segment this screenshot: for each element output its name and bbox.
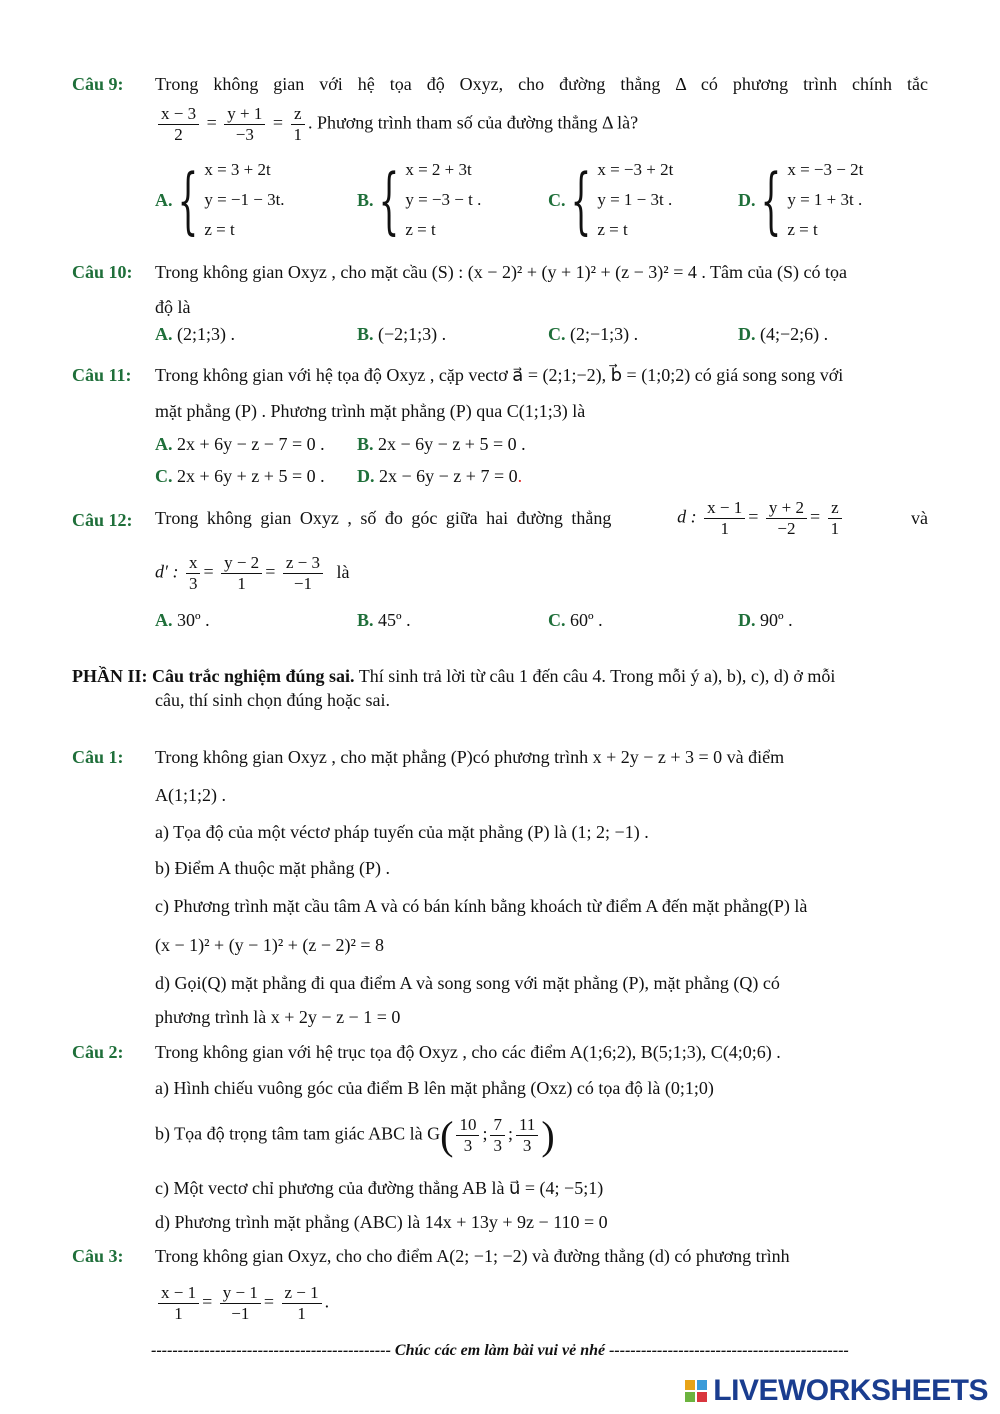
p2-statement-d[interactable]: d) Phương trình mặt phẳng (ABC) là 14x + 13y + 9z − 110 = 0 bbox=[155, 1212, 608, 1232]
p2-statement-a[interactable]: a) Hình chiếu vuông góc của điểm B lên mặt phẳng (Oxz) có tọa độ là (0;1;0) bbox=[155, 1078, 714, 1098]
q11-option-d[interactable]: D. 2x − 6y − z + 7 = 0. bbox=[357, 466, 523, 486]
q10-label: Câu 10: bbox=[72, 262, 133, 282]
q12-line-dprime: d′ : $\frac{x}{3}$ = $\frac{y - 2}{1}$ = $\frac{z - 3}{-1}$ là bbox=[155, 553, 350, 593]
footer-message: --------------------------------------------- Chúc các em làm bài vui vẻ nhé --------------------------------------------- bbox=[151, 1342, 849, 1359]
q9-option-b[interactable]: B. { x = 2 + 3t y = −3 − t . z = t bbox=[357, 158, 482, 242]
p1-label: Câu 1: bbox=[72, 747, 124, 767]
q12-option-b[interactable]: B. 45º . bbox=[357, 610, 411, 630]
logo-text: LIVEWORKSHEETS bbox=[713, 1374, 988, 1407]
q12-label: Câu 12: bbox=[72, 510, 133, 530]
p1-statement-c2: (x − 1)² + (y − 1)² + (z − 2)² = 8 bbox=[155, 935, 385, 955]
q10-option-d[interactable]: D. (4;−2;6) . bbox=[738, 324, 829, 344]
p2-statement-c[interactable]: c) Một vectơ chỉ phương của đường thẳng AB là u⃗ = (4; −5;1) bbox=[155, 1178, 604, 1198]
liveworksheets-logo[interactable] bbox=[685, 1374, 988, 1408]
q12-text: Trong không gian Oxyz , số đo góc giữa hai đường thẳng d : $\frac{x - 1}{1}$ = $\frac{y + 2}{-2}$ = $\frac{z}{1}$ và bbox=[155, 498, 928, 538]
q9-equation: $\frac{x - 3}{2}$ = $\frac{y + 1}{-3}$ = $\frac{z}{1}$ . Phương trình tham số của đường thẳng Δ là? bbox=[155, 104, 638, 145]
q9-option-c[interactable]: C. { x = −3 + 2t y = 1 − 3t . z = t bbox=[548, 158, 674, 242]
part2-heading: PHẦN II: Câu trắc nghiệm đúng sai. Thí sinh trả lời từ câu 1 đến câu 4. Trong mỗi ý a), b), c), d) ở mỗi bbox=[72, 666, 836, 686]
p1-line2: A(1;1;2) . bbox=[155, 785, 226, 805]
q10-option-a[interactable]: A. (2;1;3) . bbox=[155, 324, 235, 344]
q9-text: Trong không gian với hệ tọa độ Oxyz, cho đường thẳng Δ có phương trình chính tắc bbox=[155, 74, 928, 94]
p1-statement-d[interactable]: d) Gọi(Q) mặt phẳng đi qua điểm A và song song với mặt phẳng (P), mặt phẳng (Q) có bbox=[155, 973, 780, 993]
p3-label: Câu 3: bbox=[72, 1246, 124, 1266]
p1-statement-a[interactable]: a) Tọa độ của một véctơ pháp tuyến của mặt phẳng (P) là (1; 2; −1) . bbox=[155, 822, 649, 842]
q9-option-d[interactable]: D. { x = −3 − 2t y = 1 + 3t . z = t bbox=[738, 158, 864, 242]
q11-option-c[interactable]: C. 2x + 6y + z + 5 = 0 . bbox=[155, 466, 325, 486]
q11-text2: mặt phẳng (P) . Phương trình mặt phẳng (P) qua C(1;1;3) là bbox=[155, 401, 586, 421]
q12-option-a[interactable]: A. 30º . bbox=[155, 610, 210, 630]
q11-text: Trong không gian với hệ tọa độ Oxyz , cặp vectơ a⃗ = (2;1;−2), b⃗ = (1;0;2) có giá song song với bbox=[155, 365, 844, 385]
p3-line1: Trong không gian Oxyz, cho cho điểm A(2; −1; −2) và đường thẳng (d) có phương trình bbox=[155, 1246, 790, 1266]
p1-statement-d2: phương trình là x + 2y − z − 1 = 0 bbox=[155, 1007, 401, 1027]
q10-text: Trong không gian Oxyz , cho mặt cầu (S) : (x − 2)² + (y + 1)² + (z − 3)² = 4 . Tâm của (S) có tọa bbox=[155, 262, 847, 282]
logo-icon bbox=[685, 1380, 707, 1402]
q9-option-a[interactable]: A. { x = 3 + 2t y = −1 − 3t. z = t bbox=[155, 158, 285, 242]
q9-label: Câu 9: bbox=[72, 74, 124, 94]
p3-equation: $\frac{x - 1}{1}$ = $\frac{y - 1}{-1}$ = $\frac{z - 1}{1}$ . bbox=[155, 1283, 329, 1324]
q10-option-b[interactable]: B. (−2;1;3) . bbox=[357, 324, 447, 344]
p1-line1: Trong không gian Oxyz , cho mặt phẳng (P)có phương trình x + 2y − z + 3 = 0 và điểm bbox=[155, 747, 785, 767]
q11-label: Câu 11: bbox=[72, 365, 132, 385]
q12-option-d[interactable]: D. 90º . bbox=[738, 610, 793, 630]
part2-heading-2: câu, thí sinh chọn đúng hoặc sai. bbox=[155, 690, 390, 710]
p2-statement-b[interactable]: b) Tọa độ trọng tâm tam giác ABC là G( $\frac{10}{3}$ ; $\frac{7}{3}$ ; $\frac{11}{3}$ ) bbox=[155, 1113, 555, 1158]
p2-line1: Trong không gian với hệ trục tọa độ Oxyz , cho các điểm A(1;6;2), B(5;1;3), C(4;0;6) . bbox=[155, 1042, 781, 1062]
p1-statement-b[interactable]: b) Điểm A thuộc mặt phẳng (P) . bbox=[155, 858, 390, 878]
q11-option-b[interactable]: B. 2x − 6y − z + 5 = 0 . bbox=[357, 434, 526, 454]
q11-option-a[interactable]: A. 2x + 6y − z − 7 = 0 . bbox=[155, 434, 325, 454]
p2-label: Câu 2: bbox=[72, 1042, 124, 1062]
q10-text2: độ là bbox=[155, 297, 191, 317]
p1-statement-c[interactable]: c) Phương trình mặt cầu tâm A và có bán kính bằng khoách từ điểm A đến mặt phẳng(P) là bbox=[155, 896, 808, 916]
q12-option-c[interactable]: C. 60º . bbox=[548, 610, 603, 630]
q10-option-c[interactable]: C. (2;−1;3) . bbox=[548, 324, 639, 344]
